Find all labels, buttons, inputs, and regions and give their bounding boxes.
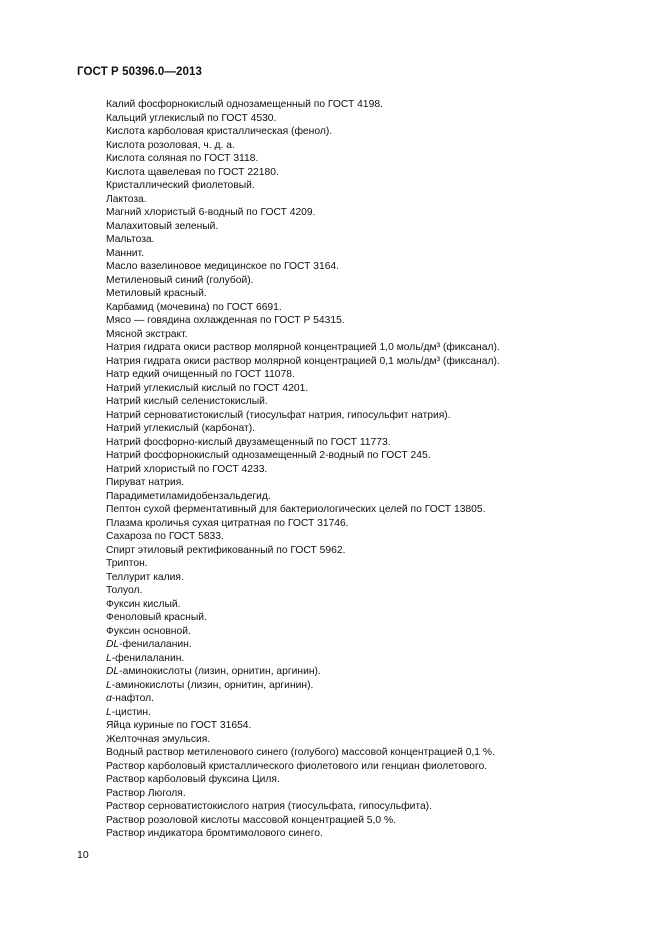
list-item-text: -цистин. bbox=[111, 706, 151, 718]
list-item-text: Натрия гидрата окиси раствор молярной концентрацией 1,0 моль/дм³ (фиксанал). bbox=[106, 342, 500, 353]
list-item bbox=[106, 287, 500, 301]
list-item-text: Раствор карболовый фуксина Циля. bbox=[106, 774, 280, 785]
list-item bbox=[106, 760, 500, 774]
list-item bbox=[106, 490, 500, 504]
list-item-text: -фенилаланин. bbox=[111, 652, 185, 664]
list-item-text: Мясной экстракт. bbox=[106, 328, 188, 340]
list-item bbox=[106, 598, 500, 612]
list-item-text: Водный раствор метиленового синего (голубого) массовой концентрацией 0,1 %. bbox=[106, 747, 495, 758]
list-item bbox=[106, 395, 500, 409]
list-item-prefix: DL bbox=[106, 666, 120, 677]
list-item bbox=[106, 733, 500, 747]
list-item-text: Натрий хлористый по ГОСТ 4233. bbox=[106, 463, 268, 475]
list-item bbox=[106, 328, 500, 342]
list-item bbox=[106, 517, 500, 531]
list-item-text: Натрий серноватистокислый (тиосульфат натрия, гипосульфит натрия). bbox=[106, 409, 451, 421]
list-item-text: Маннит. bbox=[106, 247, 144, 259]
list-item-text: -нафтол. bbox=[111, 693, 154, 704]
list-item-text: Желточная эмульсия. bbox=[106, 733, 211, 745]
list-item bbox=[106, 368, 500, 382]
list-item bbox=[106, 112, 500, 126]
list-item bbox=[106, 274, 500, 288]
list-item bbox=[106, 98, 500, 112]
list-item bbox=[106, 476, 500, 490]
list-item-prefix: L bbox=[106, 652, 112, 664]
list-item bbox=[106, 706, 500, 720]
list-item bbox=[106, 557, 500, 571]
list-item bbox=[106, 503, 500, 517]
list-item bbox=[106, 152, 500, 166]
list-item bbox=[106, 814, 500, 828]
list-item-text: Калий фосфорнокислый однозамещенный по ГОСТ 4198. bbox=[106, 99, 383, 110]
list-item-text: -фенилаланин. bbox=[119, 639, 192, 650]
list-item-prefix: L bbox=[106, 706, 112, 718]
list-item bbox=[106, 355, 500, 369]
list-item bbox=[106, 652, 500, 666]
list-item bbox=[106, 314, 500, 328]
list-item-text: Натрий кислый селенистокислый. bbox=[106, 396, 268, 407]
list-item bbox=[106, 409, 500, 423]
list-item-text: Сахароза по ГОСТ 5833. bbox=[106, 531, 224, 542]
list-item-text: Кальций углекислый по ГОСТ 4530. bbox=[106, 112, 277, 124]
list-item-text: Магний хлористый 6-водный по ГОСТ 4209. bbox=[106, 207, 316, 218]
list-item-text: Спирт этиловый ректификованный по ГОСТ 5962. bbox=[106, 544, 346, 556]
list-item-text: Кислота карболовая кристаллическая (фенол). bbox=[106, 126, 333, 137]
list-item-text: Лактоза. bbox=[106, 193, 147, 205]
list-item-text: Масло вазелиновое медицинское по ГОСТ 3164. bbox=[106, 261, 340, 272]
list-item bbox=[106, 220, 500, 234]
list-item-text: Раствор розоловой кислоты массовой концентрацией 5,0 %. bbox=[106, 814, 396, 826]
list-item-prefix: α bbox=[106, 693, 112, 704]
page-header: ГОСТ Р 50396.0—2013 bbox=[77, 66, 202, 78]
list-item-text: Плазма кроличья сухая цитратная по ГОСТ 31746. bbox=[106, 517, 349, 529]
list-item-text: Карбамид (мочевина) по ГОСТ 6691. bbox=[106, 301, 282, 313]
page-number: 10 bbox=[77, 849, 89, 861]
list-item bbox=[106, 193, 500, 207]
list-item bbox=[106, 341, 500, 355]
list-item bbox=[106, 746, 500, 760]
list-item bbox=[106, 166, 500, 180]
list-item-text: Пируват натрия. bbox=[106, 477, 185, 488]
list-item-text: Натрия гидрата окиси раствор молярной концентрацией 0,1 моль/дм³ (фиксанал). bbox=[106, 355, 500, 367]
list-item bbox=[106, 827, 500, 841]
list-item-text: Метиленовый синий (голубой). bbox=[106, 274, 254, 286]
list-item bbox=[106, 625, 500, 639]
list-item bbox=[106, 382, 500, 396]
list-item bbox=[106, 449, 500, 463]
list-item bbox=[106, 206, 500, 220]
list-item-text: Феноловый красный. bbox=[106, 612, 207, 623]
list-item-text: Фуксин кислый. bbox=[106, 598, 181, 610]
list-item-text: Фуксин основной. bbox=[106, 625, 191, 637]
list-item bbox=[106, 530, 500, 544]
list-item-text: Малахитовый зеленый. bbox=[106, 220, 219, 232]
list-item bbox=[106, 665, 500, 679]
list-item-text: Раствор серноватистокислого натрия (тиосульфата, гипосульфита). bbox=[106, 801, 432, 812]
list-item bbox=[106, 611, 500, 625]
list-item bbox=[106, 260, 500, 274]
list-item bbox=[106, 679, 500, 693]
list-item bbox=[106, 436, 500, 450]
list-item bbox=[106, 422, 500, 436]
list-item bbox=[106, 139, 500, 153]
list-item-text: Натр едкий очищенный по ГОСТ 11078. bbox=[106, 369, 295, 380]
list-item-text: Теллурит калия. bbox=[106, 571, 184, 583]
list-item-text: Раствор Люголя. bbox=[106, 787, 186, 799]
list-item-text: Яйца куриные по ГОСТ 31654. bbox=[106, 720, 252, 731]
list-item-text: Натрий углекислый (карбонат). bbox=[106, 423, 256, 434]
list-item-text: Натрий фосфорно-кислый двузамещенный по ГОСТ 11773. bbox=[106, 436, 391, 448]
list-item bbox=[106, 571, 500, 585]
list-item-text: -аминокислоты (лизин, орнитин, аргинин). bbox=[119, 666, 321, 677]
list-item bbox=[106, 638, 500, 652]
list-item-text: Кристаллический фиолетовый. bbox=[106, 180, 255, 191]
list-item bbox=[106, 787, 500, 801]
list-item-text: Раствор индикатора бромтимолового синего. bbox=[106, 828, 323, 839]
list-item-text: Раствор карболовый кристаллического фиолетового или генциан фиолетового. bbox=[106, 760, 488, 772]
list-item-text: Мясо — говядина охлажденная по ГОСТ Р 54315. bbox=[106, 315, 345, 326]
list-item-text: -аминокислоты (лизин, орнитин, аргинин). bbox=[111, 679, 314, 691]
list-item bbox=[106, 247, 500, 261]
list-item-text: Толуол. bbox=[106, 585, 143, 596]
list-item-text: Пептон сухой ферментативный для бактериологических целей по ГОСТ 13805. bbox=[106, 504, 486, 515]
list-item bbox=[106, 800, 500, 814]
list-item-text: Кислота розоловая, ч. д. а. bbox=[106, 139, 235, 151]
list-item-text: Парадиметиламидобензальдегид. bbox=[106, 490, 271, 502]
list-item bbox=[106, 463, 500, 477]
list-item bbox=[106, 179, 500, 193]
list-item bbox=[106, 233, 500, 247]
list-item bbox=[106, 773, 500, 787]
reagent-list bbox=[106, 98, 500, 841]
list-item-text: Мальтоза. bbox=[106, 234, 155, 245]
list-item bbox=[106, 125, 500, 139]
list-item-text: Триптон. bbox=[106, 558, 148, 569]
list-item-text: Кислота щавелевая по ГОСТ 22180. bbox=[106, 166, 279, 178]
list-item-text: Натрий углекислый кислый по ГОСТ 4201. bbox=[106, 382, 309, 394]
list-item bbox=[106, 692, 500, 706]
list-item bbox=[106, 584, 500, 598]
list-item-prefix: L bbox=[106, 679, 112, 691]
list-item-prefix: DL bbox=[106, 639, 120, 650]
list-item-text: Кислота соляная по ГОСТ 3118. bbox=[106, 153, 259, 164]
list-item bbox=[106, 719, 500, 733]
list-item-text: Натрий фосфорнокислый однозамещенный 2-водный по ГОСТ 245. bbox=[106, 450, 431, 461]
list-item bbox=[106, 544, 500, 558]
list-item-text: Метиловый красный. bbox=[106, 288, 207, 299]
list-item bbox=[106, 301, 500, 315]
